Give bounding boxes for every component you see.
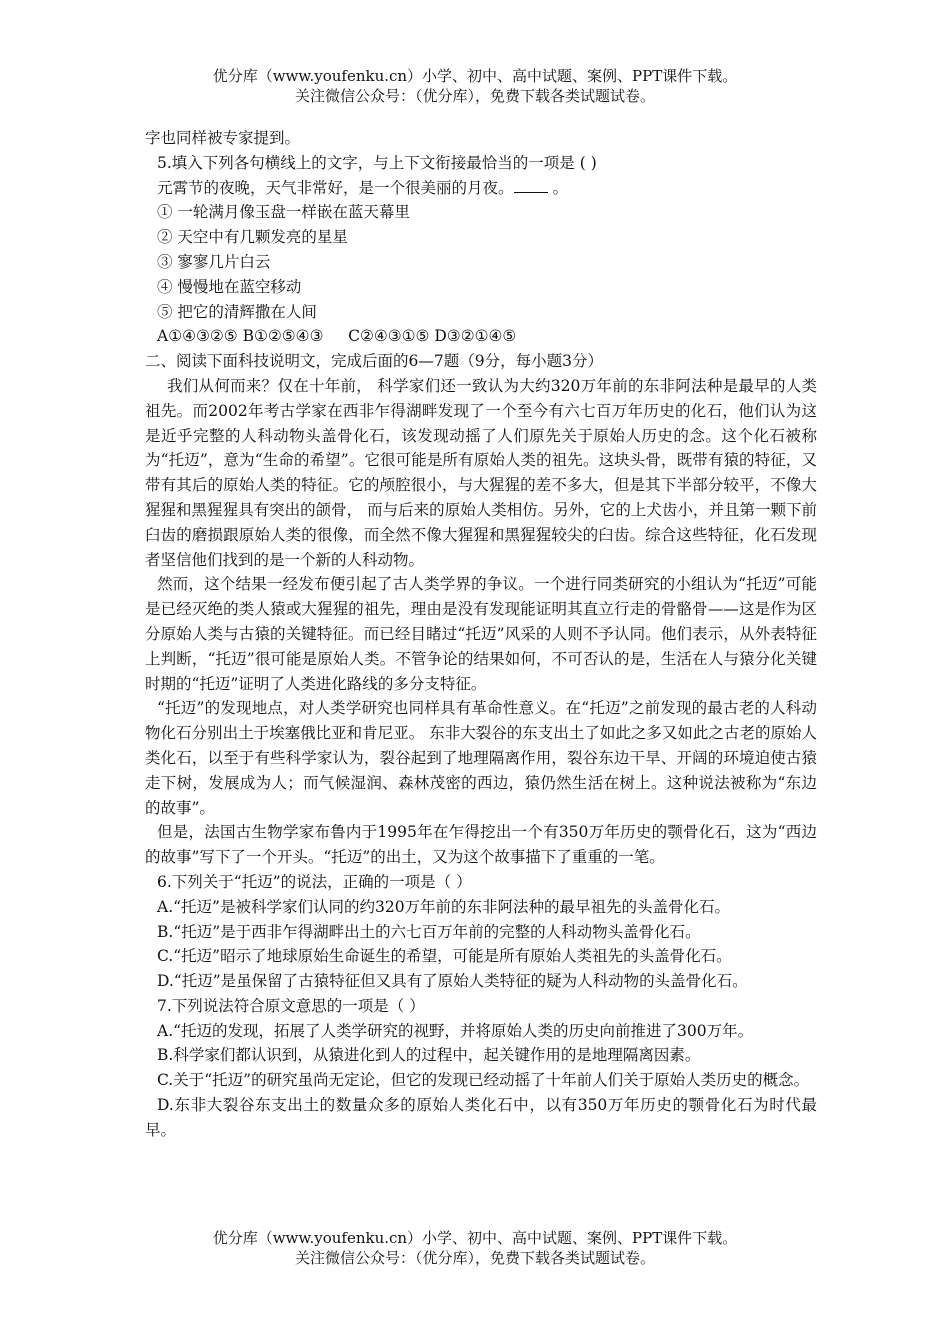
q5-context: [145, 176, 817, 201]
q6-option-d: D.“托迈”是虽保留了古猿特征但又具有了原始人类特征的疑为人科动物的头盖骨化石。: [157, 972, 748, 991]
q5-option-4: ④ 慢慢地在蓝空移动: [157, 277, 302, 296]
q5-option-2: ② 天空中有几颗发亮的星星: [157, 228, 348, 247]
q6-option-c: C.“托迈”昭示了地球原始生命诞生的希望，可能是所有原始人类祖先的头盖骨化石。: [157, 947, 732, 966]
q5-option-1: ① 一轮满月像玉盘一样嵌在蓝天幕里: [157, 203, 410, 222]
passage-paragraph-3: “托迈”的发现地点，对人类学研究也同样具有革命性意义。在“托迈”之前发现的最古老的人科动物化石分别出土于埃塞俄比亚和肯尼亚。 东非大裂谷的东支出土了如此之多又如此之古老的原始人类化石，以至于有些科学家认为，裂谷起到了地理隔离作用，裂谷东边干旱、开阔的环境迫使古猿走下树，发展成为人；而气候湿润、森林茂密的西边，猿仍然生活在树上。这种说法被称为“东边的故事”。: [145, 699, 817, 817]
passage-paragraph-4: 但是，法国古生物学家布鲁内于1995年在乍得挖出一个有350万年历史的颚骨化石，这为“西边的故事”写下了一个开头。“托迈”的出土，又为这个故事描下了重重的一笔。: [145, 823, 817, 867]
passage-paragraph-1: 我们从何而来？仅在十年前， 科学家们还一致认为大约320万年前的东非阿法种是最早的人类祖先。而2002年考古学家在西非乍得湖畔发现了一个至今有六七百万年历史的化石，他们认为这是近乎完整的人科动物头盖骨化石，该发现动摇了人们原先关于原始人历史的念。这个化石被称为“托迈”，意为“生命的希望”。它很可能是所有原始人类的祖先。这块头骨，既带有猿的特征，又带有其后的原始人类的特征。它的颅腔很小，与大猩猩的差不多大，但是其下半部分较平，不像大猩猩和黑猩猩具有突出的颌骨， 而与后来的原始人类相仿。另外，它的上犬齿小，并且第一颗下前臼齿的磨损跟原始人类的很像，而全然不像大猩猩和黑猩猩较尖的臼齿。综合这些特征，化石发现者坚信他们找到的是一个新的人科动物。: [145, 376, 817, 569]
page-content: [145, 126, 817, 1143]
q7-option-c: C.关于“托迈”的研究虽尚无定论，但它的发现已经动摇了十年前人们关于原始人类历史的概念。: [157, 1071, 810, 1090]
q5-context-before: 元霄节的夜晚，天气非常好，是一个很美丽的月夜。: [157, 178, 514, 197]
footer-line-1: 优分库（www.youfenku.cn）小学、初中、高中试题、案例、PPT课件下载。: [212, 1229, 738, 1247]
q7-option-a: A.“托迈的发现，拓展了人类学研究的视野，并将原始人类的历史向前推进了300万年。: [157, 1021, 754, 1040]
q6-option-a: A.“托迈”是被科学家们认同的约320万年前的东非阿法种的最早祖先的头盖骨化石。: [157, 897, 731, 916]
header-line-2: 关注微信公众号：（优分库），免费下载各类试题试卷。: [294, 87, 655, 105]
footer-line-2: 关注微信公众号：（优分库），免费下载各类试题试卷。: [294, 1249, 655, 1267]
passage-paragraph-2: 然而，这个结果一经发布便引起了古人类学界的争议。一个进行同类研究的小组认为“托迈”可能是已经灭绝的类人猿或大猩猩的祖先，理由是没有发现能证明其直立行走的骨骼骨——这是作为区分原始人类与古猿的关键特征。而已经目睹过“托迈”风采的人则不予认同。他们表示，从外表特征上判断，“托迈”很可能是原始人类。不管争论的结果如何，不可否认的是，生活在人与猿分化关键时期的“托迈”证明了人类进化路线的多分支特征。: [145, 575, 817, 693]
q6-stem: 6.下列关于“托迈”的说法，正确的一项是（ ）: [157, 872, 472, 891]
page-header: [0, 66, 950, 106]
q5-option-3: ③ 寥寥几片白云: [157, 252, 271, 271]
lead-line: 字也同样被专家提到。: [145, 129, 301, 147]
q7-option-b: B.科学家们都认识到，从猿进化到人的过程中，起关键作用的是地理隔离因素。: [157, 1046, 701, 1065]
q7-stem: 7.下列说法符合原文意思的一项是（ ）: [157, 996, 425, 1015]
header-line-1: 优分库（www.youfenku.cn）小学、初中、高中试题、案例、PPT课件下载。: [212, 67, 738, 85]
q5-answers: A①④③②⑤ B①②⑤④③ C②④③①⑤ D③②①④⑤: [157, 327, 517, 346]
q7-option-d: D.东非大裂谷东支出土的数量众多的原始人类化石中，以有350万年历史的颚骨化石为时代最早。: [145, 1096, 817, 1139]
q5-option-5: ⑤ 把它的清辉撒在人间: [157, 302, 317, 321]
section-2-title: 二、阅读下面科技说明文，完成后面的6—7题（9分，每小题3分）: [145, 352, 603, 371]
q6-option-b: B.“托迈”是于西非乍得湖畔出土的六七百万年前的完整的人科动物头盖骨化石。: [157, 922, 701, 941]
page-footer: [0, 1228, 950, 1268]
q5-stem: 5.填入下列各句横线上的文字，与上下文衔接最恰当的一项是 ( ): [157, 153, 597, 172]
q5-answer-blank: [514, 178, 548, 193]
q5-context-after: 。: [547, 178, 568, 197]
